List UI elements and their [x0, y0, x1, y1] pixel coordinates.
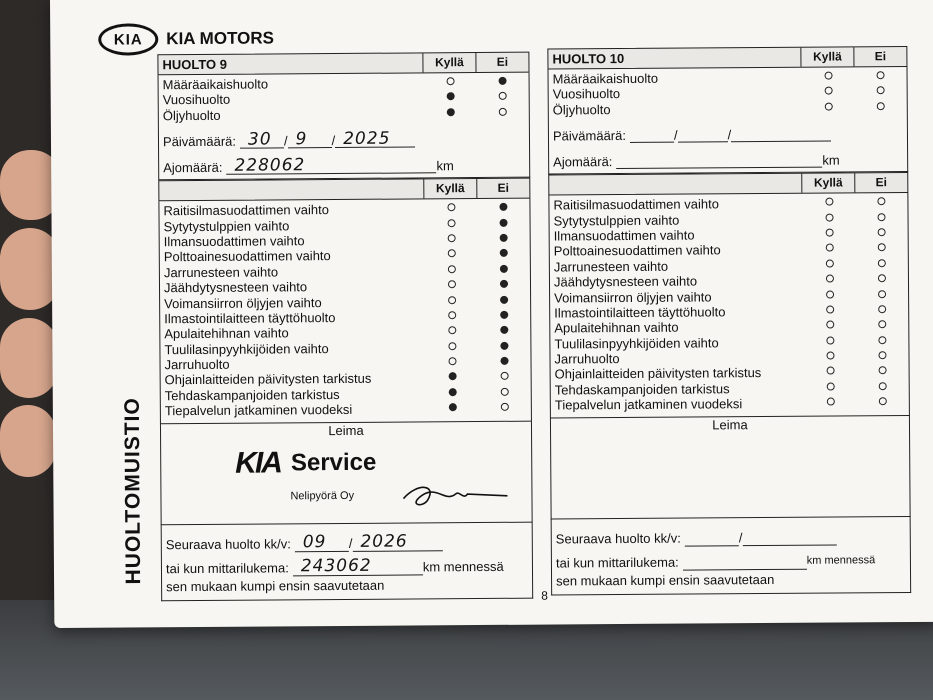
- checkbox-yes[interactable]: [447, 77, 455, 85]
- checkbox-no[interactable]: [877, 197, 885, 205]
- date-label: Päivämäärä:: [162, 133, 237, 149]
- date-day-input[interactable]: [630, 124, 674, 143]
- check-mark-no[interactable]: [499, 340, 509, 350]
- km-value[interactable]: 228062: [234, 154, 306, 176]
- checkbox-yes[interactable]: [825, 87, 833, 95]
- col-yes: Kyllä: [801, 174, 854, 193]
- item-label: Jäähdytysnesteen vaihto: [553, 273, 698, 290]
- checkbox-no[interactable]: [501, 403, 509, 411]
- checkbox-yes[interactable]: [447, 203, 455, 211]
- odo-input[interactable]: [683, 550, 807, 570]
- items-box: [548, 193, 910, 418]
- item-label: Sytytystulppien vaihto: [163, 217, 290, 234]
- col-yes: Kyllä: [422, 53, 475, 72]
- next-service-box: [551, 517, 912, 596]
- date-day[interactable]: 30: [247, 129, 272, 150]
- checkbox-yes[interactable]: [449, 357, 457, 365]
- next-month[interactable]: 09: [302, 532, 327, 553]
- checklist-row: [551, 395, 909, 413]
- date-month-input[interactable]: [677, 123, 727, 142]
- item-label: Öljyhuolto: [552, 101, 611, 118]
- check-mark-yes[interactable]: [446, 107, 456, 117]
- item-label: Vuosihuolto: [162, 92, 231, 108]
- check-mark-yes[interactable]: [446, 91, 456, 101]
- checkbox-yes[interactable]: [448, 234, 456, 242]
- checkbox-yes[interactable]: [826, 290, 834, 298]
- checkbox-yes[interactable]: [826, 275, 834, 283]
- signature: [397, 479, 517, 510]
- stamp-box: [550, 416, 911, 520]
- service-panel-10: [547, 46, 911, 596]
- check-mark-yes[interactable]: [448, 387, 458, 397]
- checkbox-yes[interactable]: [448, 326, 456, 334]
- checkbox-yes[interactable]: [825, 198, 833, 206]
- checkbox-yes[interactable]: [827, 382, 835, 390]
- check-mark-no[interactable]: [497, 76, 507, 86]
- checkbox-yes[interactable]: [826, 352, 834, 360]
- next-year-input[interactable]: [742, 526, 836, 546]
- next-label: Seuraava huolto kk/v:: [165, 536, 291, 553]
- checkbox-yes[interactable]: [826, 244, 834, 252]
- date-year-input[interactable]: [731, 123, 831, 143]
- stamp-service: Service: [290, 448, 377, 476]
- item-label: Ilmastointilaitteen täyttöhuolto: [554, 304, 726, 321]
- checklist-row: [161, 401, 531, 419]
- checkbox-no[interactable]: [501, 388, 509, 396]
- next-year[interactable]: 2026: [360, 531, 408, 553]
- item-label: Öljyhuolto: [162, 107, 221, 123]
- item-label: Ohjainlaitteiden päivitysten tarkistus: [554, 365, 762, 382]
- panel-title: HUOLTO 9: [162, 56, 228, 73]
- check-mark-no[interactable]: [499, 279, 509, 289]
- col-no: Ei: [853, 47, 906, 66]
- date-field: Päivämäärä: 30 / 9 / 2025: [159, 127, 529, 150]
- km-field: [159, 153, 529, 176]
- checklist-row: [159, 105, 529, 123]
- brand-name: KIA MOTORS: [166, 28, 275, 49]
- checkbox-yes[interactable]: [448, 265, 456, 273]
- checkbox-no[interactable]: [878, 305, 886, 313]
- checkbox-yes[interactable]: [827, 367, 835, 375]
- odo-unit: km mennessä: [422, 559, 504, 575]
- checkbox-no[interactable]: [878, 351, 886, 359]
- checkbox-yes[interactable]: [448, 250, 456, 258]
- date-field: Päivämäärä: / /: [549, 121, 907, 143]
- item-label: Ilmansuodattimen vaihto: [163, 233, 305, 250]
- checkbox-yes[interactable]: [826, 305, 834, 313]
- finger: [0, 318, 58, 398]
- checkbox-yes[interactable]: [826, 321, 834, 329]
- brand-header: [98, 22, 274, 55]
- item-label: Tehdaskampanjoiden tarkistus: [164, 386, 340, 404]
- side-title: HUOLTOMUISTIO: [120, 397, 146, 585]
- col-yes: Kyllä: [423, 179, 476, 198]
- km-input[interactable]: [616, 149, 822, 169]
- check-mark-no[interactable]: [499, 233, 509, 243]
- odo-value[interactable]: 243062: [300, 556, 372, 577]
- checkbox-yes[interactable]: [825, 72, 833, 80]
- footer-note: sen mukaan kumpi ensin saavutetaan: [166, 577, 385, 594]
- checkbox-yes[interactable]: [448, 219, 456, 227]
- item-label: Tiepalvelun jatkaminen vuodeksi: [554, 396, 743, 413]
- checkbox-no[interactable]: [878, 259, 886, 267]
- item-label: Määräaikaishuolto: [552, 70, 659, 87]
- checkbox-yes[interactable]: [448, 280, 456, 288]
- checkbox-no[interactable]: [499, 108, 507, 116]
- checkbox-yes[interactable]: [448, 342, 456, 350]
- item-label: Jarruhuolto: [554, 351, 620, 367]
- km-unit: km: [822, 152, 840, 168]
- col-no: Ei: [475, 53, 528, 72]
- odo-unit: km mennessä: [806, 554, 876, 567]
- checkbox-no[interactable]: [501, 372, 509, 380]
- check-mark-no[interactable]: [499, 310, 509, 320]
- panel-top-box: [158, 73, 531, 181]
- checkbox-no[interactable]: [878, 336, 886, 344]
- dealer-stamp: [235, 446, 377, 480]
- item-label: Voimansiirron öljyjen vaihto: [164, 294, 322, 311]
- check-mark-yes[interactable]: [448, 402, 458, 412]
- km-label: Ajomäärä:: [163, 159, 223, 175]
- checkbox-no[interactable]: [879, 397, 887, 405]
- col-no: Ei: [854, 173, 907, 192]
- next-service-box: [161, 522, 534, 601]
- item-label: Tuulilasinpyyhkijöiden vaihto: [554, 335, 719, 352]
- check-mark-no[interactable]: [499, 294, 509, 304]
- item-label: Jarrunesteen vaihto: [163, 264, 279, 280]
- km-label: Ajomäärä:: [553, 153, 613, 170]
- odo-label: tai kun mittarilukema:: [555, 554, 679, 571]
- check-mark-no[interactable]: [498, 202, 508, 212]
- kia-logo: KIA: [98, 23, 158, 55]
- checkbox-no[interactable]: [877, 102, 885, 110]
- item-label: Tiepalvelun jatkaminen vuodeksi: [164, 402, 353, 419]
- item-label: Voimansiirron öljyjen vaihto: [554, 288, 712, 306]
- next-date-field: Seuraava huolto kk/v: 09 / 2026: [162, 530, 532, 553]
- stamp-label: Leima: [712, 416, 748, 433]
- footer-note: sen mukaan kumpi ensin saavutetaan: [556, 571, 775, 589]
- checkbox-no[interactable]: [878, 290, 886, 298]
- odo-label: tai kun mittarilukema:: [165, 560, 289, 577]
- page-number: 8: [541, 588, 548, 603]
- checkbox-no[interactable]: [878, 244, 886, 252]
- stamp-company: Nelipyörä Oy: [290, 489, 355, 502]
- checkbox-yes[interactable]: [826, 228, 834, 236]
- item-label: Määräaikaishuolto: [162, 76, 269, 93]
- item-label: Sytytystulppien vaihto: [553, 212, 680, 229]
- item-label: Ilmansuodattimen vaihto: [553, 227, 695, 244]
- item-label: Jäähdytysnesteen vaihto: [163, 279, 308, 296]
- col-yes: Kyllä: [800, 47, 853, 66]
- date-month[interactable]: 9: [295, 128, 308, 150]
- item-label: Apulaitehihnan vaihto: [164, 325, 289, 342]
- date-year[interactable]: 2025: [343, 128, 391, 149]
- check-mark-yes[interactable]: [448, 372, 458, 382]
- item-label: Raitisilmasuodattimen vaihto: [553, 196, 719, 213]
- date-label: Päivämäärä:: [552, 127, 626, 144]
- checkbox-no[interactable]: [878, 213, 886, 221]
- panel-title: HUOLTO 10: [552, 50, 625, 67]
- check-mark-no[interactable]: [499, 356, 509, 366]
- item-label: Tuulilasinpyyhkijöiden vaihto: [164, 340, 329, 357]
- checklist-row: [549, 100, 907, 118]
- panel-header: [547, 46, 907, 70]
- item-label: Jarrunesteen vaihto: [553, 258, 669, 275]
- item-label: Ilmastointilaitteen täyttöhuolto: [164, 309, 336, 327]
- item-label: Jarruhuolto: [164, 356, 230, 373]
- checkbox-yes[interactable]: [825, 102, 833, 110]
- stamp-box: [160, 421, 533, 525]
- col-no: Ei: [476, 179, 529, 198]
- finger: [0, 405, 56, 477]
- checkbox-yes[interactable]: [827, 398, 835, 406]
- odo-field: [552, 549, 910, 571]
- item-label: Vuosihuolto: [552, 86, 621, 102]
- item-label: Polttoainesuodattimen vaihto: [163, 248, 331, 265]
- panel-top-box: [547, 67, 908, 175]
- item-label: Polttoainesuodattimen vaihto: [553, 242, 721, 259]
- items-box: [158, 199, 532, 424]
- items-header: [548, 172, 908, 196]
- checkbox-no[interactable]: [877, 87, 885, 95]
- item-label: Ohjainlaitteiden päivitysten tarkistus: [164, 371, 372, 388]
- stamp-label: Leima: [328, 422, 364, 438]
- stamp-kia-logo: KIA: [235, 446, 282, 480]
- checkbox-yes[interactable]: [448, 311, 456, 319]
- items-header: [158, 178, 530, 202]
- item-label: Raitisilmasuodattimen vaihto: [163, 202, 329, 219]
- checkbox-yes[interactable]: [448, 296, 456, 304]
- checkbox-no[interactable]: [877, 71, 885, 79]
- item-label: Apulaitehihnan vaihto: [554, 319, 679, 336]
- checkbox-no[interactable]: [879, 367, 887, 375]
- panel-header: [157, 52, 529, 76]
- checkbox-yes[interactable]: [826, 336, 834, 344]
- km-field: [549, 147, 907, 169]
- checkbox-yes[interactable]: [826, 213, 834, 221]
- next-month-input[interactable]: [685, 527, 739, 546]
- item-label: Tehdaskampanjoiden tarkistus: [554, 381, 730, 398]
- checkbox-no[interactable]: [878, 274, 886, 282]
- next-date-field: Seuraava huolto kk/v: /: [552, 525, 910, 547]
- km-unit: km: [436, 157, 454, 174]
- checkbox-no[interactable]: [499, 92, 507, 100]
- check-mark-no[interactable]: [499, 263, 509, 273]
- check-mark-no[interactable]: [498, 217, 508, 227]
- checkbox-no[interactable]: [878, 228, 886, 236]
- odo-field: [162, 554, 532, 577]
- checkbox-no[interactable]: [878, 320, 886, 328]
- check-mark-no[interactable]: [499, 248, 509, 258]
- checkbox-no[interactable]: [879, 382, 887, 390]
- booklet-page: [50, 0, 933, 628]
- next-label: Seuraava huolto kk/v:: [555, 530, 681, 547]
- check-mark-no[interactable]: [499, 325, 509, 335]
- service-panel-9: [157, 52, 533, 602]
- checkbox-yes[interactable]: [826, 259, 834, 267]
